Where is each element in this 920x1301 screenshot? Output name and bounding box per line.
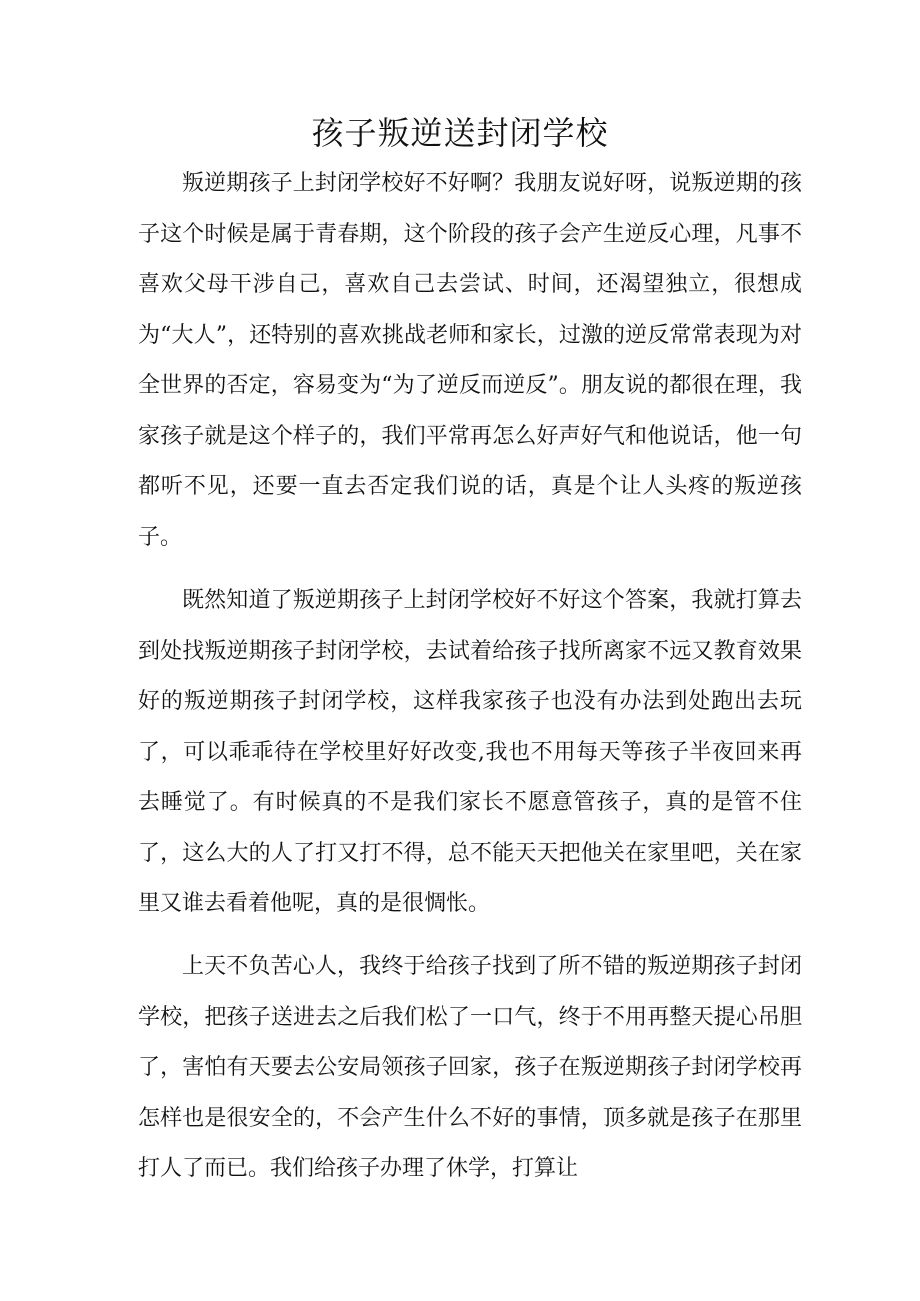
paragraph-1: 叛逆期孩子上封闭学校好不好啊？我朋友说好呀，说叛逆期的孩子这个时候是属于青春期，这个阶段的孩子会产生逆反心理，凡事不喜欢父母干涉自己，喜欢自己去尝试、时间，还渴望独立，很想成为“大人”，还特别的喜欢挑战老师和家长，过激的逆反常常表现为对全世界的否定，容易变为“为了逆反而逆反”。朋友说的都很在理，我家孩子就是这个样子的，我们平常再怎么好声好气和他说话，他一句都听不见，还要一直去否定我们说的话，真是个让人头疼的叛逆孩子。 xyxy=(138,171,802,550)
paragraph-2: 既然知道了叛逆期孩子上封闭学校好不好这个答案，我就打算去到处找叛逆期孩子封闭学校，去试着给孩子找所离家不远又教育效果好的叛逆期孩子封闭学校，这样我家孩子也没有办法到处跑出去玩了，可以乖乖待在学校里好好改变,我也不用每天等孩子半夜回来再去睡觉了。有时候真的不是我们家长不愿意管孩子，真的是管不住了，这么大的人了打又打不得，总不能天天把他关在家里吧，关在家里又谁去看着他呢，真的是很惆怅。 xyxy=(138,588,802,916)
document-title: 孩子叛逆送封闭学校 xyxy=(311,114,609,152)
paragraph-3: 上天不负苦心人，我终于给孩子找到了所不错的叛逆期孩子封闭学校，把孩子送进去之后我们松了一口气，终于不用再整天提心吊胆了，害怕有天要去公安局领孩子回家，孩子在叛逆期孩子封闭学校再怎样也是很安全的，不会产生什么不好的事情，顶多就是孩子在那里打人了而已。我们给孩子办理了休学，打算让 xyxy=(138,954,802,1181)
